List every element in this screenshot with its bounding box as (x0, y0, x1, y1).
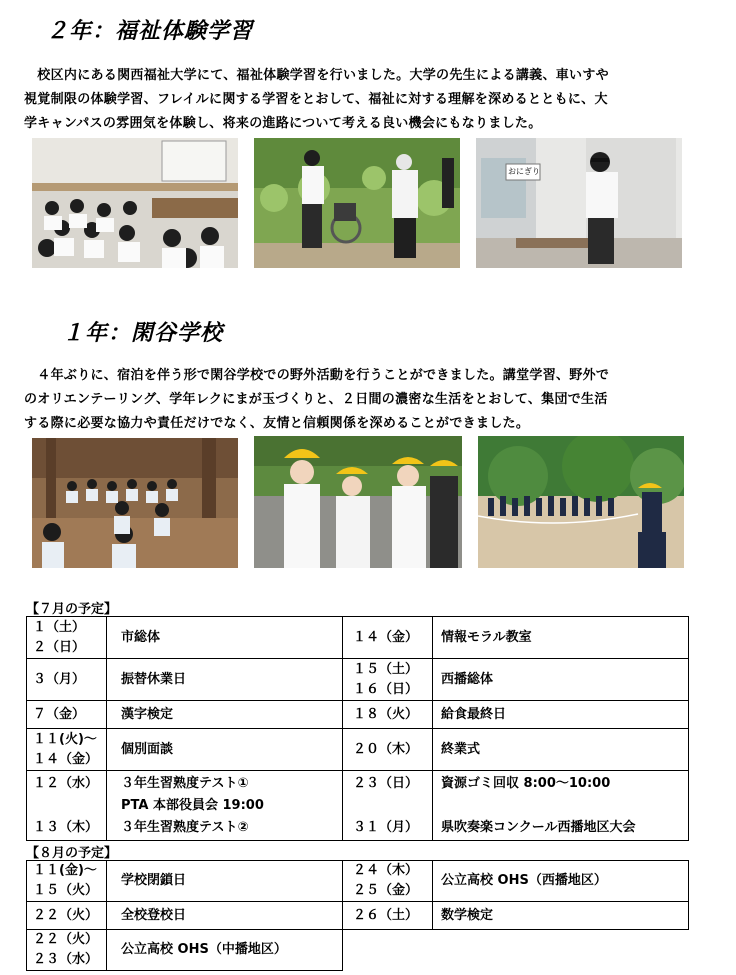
table-row (27, 617, 689, 659)
august-schedule-table (26, 860, 689, 971)
event-cell: 漢字検定 (107, 701, 343, 729)
recreation-jump-rope-photo (478, 436, 684, 568)
date-cell: ７（金） (27, 701, 107, 729)
date-cell: １１(火)～ １４（金） (27, 729, 107, 771)
event-cell: 学校閉鎖日 (107, 861, 343, 902)
section-paragraph-grade2 (24, 64, 714, 136)
section-paragraph-grade1 (24, 364, 714, 436)
title-decoration-top (30, 5, 282, 12)
table-row (27, 861, 689, 902)
event-cell: 全校登校日 (107, 902, 343, 930)
table-row (27, 771, 689, 841)
paragraph-line: 校区内にある関西福祉大学にて、福祉体験学習を行いました。大学の先生による講義、車いすや (24, 68, 609, 83)
date-cell: １２（水） １３（木） (27, 771, 107, 841)
lecture-hall-seated-photo (32, 438, 238, 568)
date-cell: ２２（火） (27, 902, 107, 930)
event-cell: 公立高校 OHS（中播地区） (107, 930, 343, 971)
lecture-hall-photo (32, 138, 238, 268)
date-cell: ２４（木） ２５（金） (343, 861, 433, 902)
event-cell: 振替休業日 (107, 659, 343, 701)
event-cell: 公立高校 OHS（西播地区） (433, 861, 689, 902)
table-row (27, 701, 689, 729)
date-cell: ２２（火） ２３（水） (27, 930, 107, 971)
date-cell: １４（金） (343, 617, 433, 659)
date-cell: １（土） ２（日） (27, 617, 107, 659)
date-cell: １５（土） １６（日） (343, 659, 433, 701)
event-cell: 数学検定 (433, 902, 689, 930)
table-row (27, 902, 689, 930)
table-row (27, 659, 689, 701)
paragraph-line: する際に必要な協力や責任だけでなく、友情と信頼関係を深めることができました。 (24, 416, 530, 431)
title-decoration-top (30, 306, 282, 313)
event-cell: 資源ゴミ回収 8:00～10:00 県吹奏楽コンクール西播地区大会 (433, 771, 689, 841)
table-row (27, 930, 689, 971)
blindfold-experience-photo (476, 138, 682, 268)
date-cell: ２３（日） ３１（月） (343, 771, 433, 841)
date-cell: ２６（土） (343, 902, 433, 930)
august-schedule-heading: 【８月の予定】 (26, 846, 118, 861)
paragraph-line: ４年ぶりに、宿泊を伴う形で閑谷学校での野外活動を行うことができました。講堂学習、野外で (24, 368, 610, 383)
event-cell: 市総体 (107, 617, 343, 659)
event-cell: 情報モラル教室 (433, 617, 689, 659)
paragraph-line: 視覚制限の体験学習、フレイルに関する学習をとおして、福祉に対する理解を深めるとともに、大 (24, 92, 608, 107)
date-cell: ２０（木） (343, 729, 433, 771)
date-cell: ３（月） (27, 659, 107, 701)
july-schedule-heading: 【７月の予定】 (26, 602, 118, 617)
event-cell: 給食最終日 (433, 701, 689, 729)
title-decoration-bottom (30, 46, 282, 53)
photo-sign-text: おにぎり (508, 167, 540, 176)
date-cell: １８（火） (343, 701, 433, 729)
july-schedule-table (26, 616, 689, 841)
section-title-grade2: ２年：福祉体験学習 (46, 19, 254, 44)
table-row (27, 729, 689, 771)
paragraph-line: 学キャンパスの雰囲気を体験し、将来の進路について考える良い機会にもなりました。 (24, 116, 542, 131)
section-title-grade1: １年：閑谷学校 (62, 321, 224, 346)
wheelchair-experience-photo (254, 138, 460, 268)
date-cell: １１(金)～ １５（火） (27, 861, 107, 902)
event-cell: 終業式 (433, 729, 689, 771)
paragraph-line: のオリエンテーリング、学年レクにまが玉づくりと、２日間の濃密な生活をとおして、集団で生活 (24, 392, 608, 407)
event-cell: ３年生習熟度テスト① PTA 本部役員会 19:00 ３年生習熟度テスト② (107, 771, 343, 841)
event-cell: 個別面談 (107, 729, 343, 771)
title-decoration-bottom (30, 350, 282, 357)
orienteering-photo (254, 436, 462, 568)
event-cell: 西播総体 (433, 659, 689, 701)
